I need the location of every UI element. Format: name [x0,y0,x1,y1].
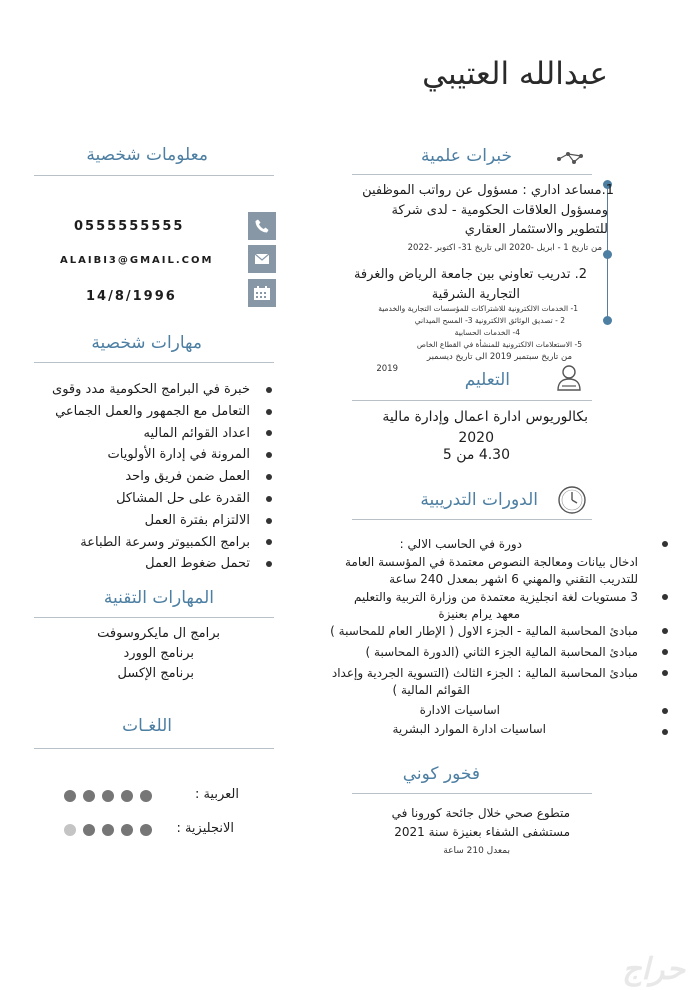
list-item: خبرة في البرامج الحكومية مدد وقوى [20,379,250,401]
job1-line1: 1.مساعد اداري : مسؤول عن رواتب الموظفين [362,183,614,198]
course-bullet [662,729,668,735]
pride-divider [352,793,592,794]
phone-icon [254,218,270,234]
languages-title: اللغـات [122,716,172,736]
graduate-icon [552,360,586,398]
list-item: الالتزام بفترة العمل [20,510,250,532]
course-bullet [662,708,668,714]
job2-detail: 4- الخدمات الحسابية [454,328,520,337]
phone-value: 0555555555 [74,219,185,234]
course-item-line: القوائم المالية ) [392,683,470,697]
personal-skills-title: مهارات شخصية [91,333,202,353]
personal-info-divider [34,175,274,176]
technical-skills-title: المهارات التقنية [103,588,214,608]
level-dot [102,824,114,836]
level-dot [83,824,95,836]
personal-skills-list [20,379,250,575]
level-dot [121,790,133,802]
course-item-line: دورة في الحاسب الالي : [399,537,522,551]
personal-skills-divider [34,362,274,363]
job2-period: من تاريخ سبتمبر 2019 الى تاريخ ديسمبر [426,352,572,362]
bullet [266,387,272,393]
pride-line3: بمعدل 210 ساعة [443,846,510,856]
courses-title: الدورات التدريبية [420,490,538,510]
job2-period-year: 2019 [376,364,398,374]
mail-icon [254,253,270,265]
birth-date-value: 14/8/1996 [86,289,177,304]
course-item-line: ادخال بيانات ومعالجة النصوص معتمدة في المؤسسة العامة [344,555,638,569]
network-icon [556,150,584,172]
pride-title: فخور كوني [402,764,480,784]
technical-skill-item: برامج ال مايكروسوفت [97,626,220,641]
watermark-logo: حراج [622,952,685,987]
job2-detail: 1- الخدمات الالكترونية للاشتراكات للمؤسسات التجارية والخدمية [378,304,578,313]
list-item: المرونة في إدارة الأولويات [20,444,250,466]
calendar-icon [253,285,271,301]
job2-detail: 5- الاستعلامات الالكترونية للمنشأة في القطاع الخاص [416,340,582,349]
course-item-line: للتدريب التقني والمهني 6 اشهر بمعدل 240 ساعة [389,572,638,586]
level-dot [140,790,152,802]
pride-line2: مستشفى الشفاء بعنيزة سنة 2021 [394,825,570,839]
education-year: 2020 [458,430,494,446]
level-dot [64,790,76,802]
experience-divider [352,174,592,175]
bullet [266,518,272,524]
calendar-icon-box [248,279,276,307]
mail-icon-box [248,245,276,273]
bullet [266,561,272,567]
technical-skill-item: برنامج الوورد [123,646,194,661]
course-item-line: مبادئ المحاسبة المالية : الجزء الثالث (التسوية الجردية وإعداد [331,666,638,680]
list-item: اعداد القوائم الماليه [20,423,250,445]
job2-detail: 2 - تصديق الوثائق الالكترونية 3- المسح الميداني [414,316,565,325]
education-gpa: 4.30 من 5 [442,447,510,463]
course-item-line: معهد يرام بعنيزة [438,607,520,621]
course-item-line: اساسيات الادارة [419,703,500,717]
languages-divider [34,748,274,749]
language-level-dots [64,790,152,802]
personal-info-title: معلومات شخصية [86,145,208,165]
level-dot [64,824,76,836]
bullet [266,539,272,545]
job1-period: من تاريخ 1 - ابريل -2020 الى تاريخ 31- اكتوبر -2022 [407,243,602,253]
education-title: التعليم [464,370,510,390]
level-dot [102,790,114,802]
list-item: برامج الكمبيوتر وسرعة الطباعة [20,532,250,554]
list-item: التعامل مع الجمهور والعمل الجماعي [20,401,250,423]
bullet [266,474,272,480]
bullet [266,430,272,436]
resume-name: عبدالله العتيبي [422,56,608,92]
education-degree: بكالوريوس ادارة اعمال وإدارة مالية [382,409,588,425]
course-item-line: 3 مستويات لغة انجليزية معتمدة من وزارة التربية والتعليم [353,590,638,604]
education-divider [352,400,592,401]
course-bullet [662,628,668,634]
list-item: تحمل ضغوط العمل [20,553,250,575]
timeline-dot [603,250,612,259]
experience-title: خبرات علمية [421,146,512,166]
pride-line1: متطوع صحي خلال جائحة كورونا في [391,806,570,820]
bullet [266,409,272,415]
course-bullet [662,541,668,547]
course-item-line: مبادئ المحاسبة المالية الجزء الثاني (الدورة المحاسبة ) [365,645,638,659]
level-dot [121,824,133,836]
course-bullet [662,594,668,600]
language-level-dots [64,824,152,836]
technical-skills-divider [34,617,274,618]
email-value: ALAIBI3@GMAIL.COM [60,255,214,266]
courses-divider [352,519,592,520]
course-item-line: اساسيات ادارة الموارد البشرية [392,722,546,736]
language-name: الانجليزية : [176,821,234,836]
course-item-line: مبادئ المحاسبة المالية - الجزء الاول ( الإطار العام للمحاسبة ) [330,624,638,638]
job2-line1: 2. تدريب تعاوني بين جامعة الرياض والغرفة [353,267,587,282]
timeline-dot [603,316,612,325]
job2-line2: التجارية الشرقية [431,287,520,302]
level-dot [83,790,95,802]
job1-line3: للتطوير والاستثمار العقاري [464,222,608,237]
course-bullet [662,649,668,655]
phone-icon-box [248,212,276,240]
level-dot [140,824,152,836]
clock-icon [556,484,588,520]
language-name: العربية : [194,787,239,802]
bullet [266,452,272,458]
list-item: العمل ضمن فريق واحد [20,466,250,488]
bullet [266,496,272,502]
job1-line2: ومسؤول العلاقات الحكومية - لدى شركة [391,203,608,218]
list-item: القدرة على حل المشاكل [20,488,250,510]
technical-skill-item: برنامج الإكسل [117,666,194,681]
course-bullet [662,670,668,676]
